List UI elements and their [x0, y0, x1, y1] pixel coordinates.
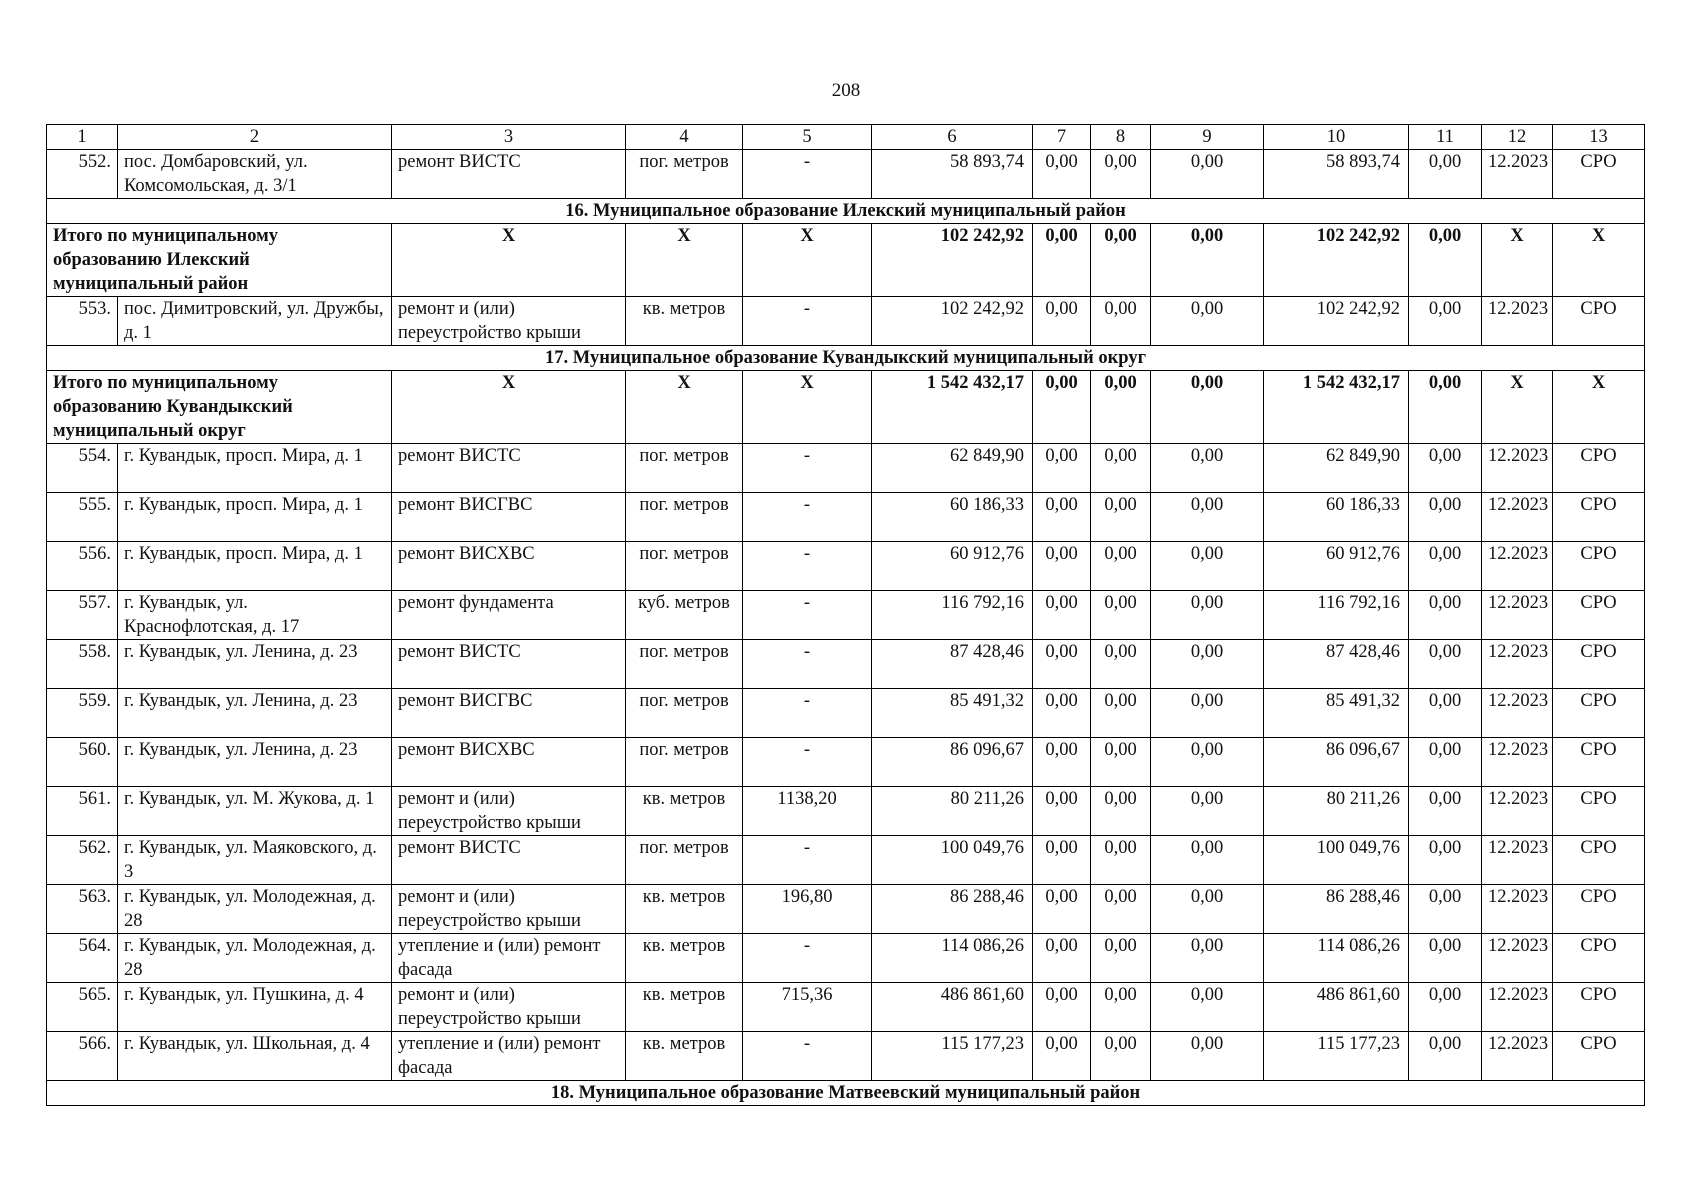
work-type-cell: утепление и (или) ремонт фасада — [392, 934, 626, 983]
row-number-cell: 553. — [47, 297, 118, 346]
quantity-cell: - — [743, 591, 872, 640]
fund-cell: 0,00 — [1091, 1032, 1151, 1081]
table-row — [47, 1032, 1645, 1081]
unit-cell: кв. метров — [626, 787, 743, 836]
deadline-cell: 12.2023 — [1482, 640, 1553, 689]
fund-cell: 0,00 — [1033, 983, 1091, 1032]
column-number: 6 — [872, 125, 1033, 150]
fund-cell: 0,00 — [1409, 542, 1482, 591]
fund-cell: 0,00 — [1151, 934, 1264, 983]
address-cell: г. Кувандык, ул. Ленина, д. 23 — [118, 640, 392, 689]
deadline-cell: 12.2023 — [1482, 689, 1553, 738]
quantity-cell: - — [743, 934, 872, 983]
fund-cell: 0,00 — [1033, 542, 1091, 591]
fund-cell: 0,00 — [1151, 689, 1264, 738]
owner-funds-cell: 486 861,60 — [1264, 983, 1409, 1032]
row-number-cell: 560. — [47, 738, 118, 787]
table-row — [47, 591, 1645, 640]
row-number-cell: 559. — [47, 689, 118, 738]
method-cell: СРО — [1553, 983, 1645, 1032]
fund-cell: 0,00 — [1033, 738, 1091, 787]
total-cost-cell: 60 186,33 — [872, 493, 1033, 542]
method-cell: СРО — [1553, 934, 1645, 983]
owner-funds-cell: 1 542 432,17 — [1264, 371, 1409, 444]
method-cell: СРО — [1553, 493, 1645, 542]
total-cost-cell: 80 211,26 — [872, 787, 1033, 836]
fund-cell: 0,00 — [1091, 371, 1151, 444]
fund-cell: 0,00 — [1033, 591, 1091, 640]
quantity-cell: - — [743, 150, 872, 199]
column-number-row — [47, 125, 1645, 150]
owner-funds-cell: 58 893,74 — [1264, 150, 1409, 199]
fund-cell: 0,00 — [1409, 885, 1482, 934]
work-type-cell: ремонт ВИСГВС — [392, 689, 626, 738]
table-row — [47, 983, 1645, 1032]
fund-cell: 0,00 — [1409, 738, 1482, 787]
fund-cell: 0,00 — [1091, 224, 1151, 297]
row-number-cell: 554. — [47, 444, 118, 493]
owner-funds-cell: 85 491,32 — [1264, 689, 1409, 738]
fund-cell: 0,00 — [1409, 934, 1482, 983]
work-type-cell: ремонт и (или) переустройство крыши — [392, 983, 626, 1032]
table-row — [47, 640, 1645, 689]
section-header-row — [47, 1081, 1645, 1106]
work-type-cell: ремонт ВИСТС — [392, 150, 626, 199]
column-number: 8 — [1091, 125, 1151, 150]
address-cell: г. Кувандык, просп. Мира, д. 1 — [118, 444, 392, 493]
fund-cell: 0,00 — [1151, 493, 1264, 542]
method-cell: СРО — [1553, 689, 1645, 738]
total-cost-cell: 486 861,60 — [872, 983, 1033, 1032]
total-cost-cell: 85 491,32 — [872, 689, 1033, 738]
owner-funds-cell: 60 912,76 — [1264, 542, 1409, 591]
address-cell: г. Кувандык, ул. Краснофлотская, д. 17 — [118, 591, 392, 640]
capital-repair-table — [46, 124, 1645, 1106]
total-cost-cell: 60 912,76 — [872, 542, 1033, 591]
fund-cell: 0,00 — [1091, 297, 1151, 346]
work-type-cell: ремонт ВИСХВС — [392, 738, 626, 787]
fund-cell: 0,00 — [1409, 297, 1482, 346]
fund-cell: 0,00 — [1091, 787, 1151, 836]
fund-cell: 0,00 — [1091, 493, 1151, 542]
table-row — [47, 297, 1645, 346]
quantity-cell: - — [743, 444, 872, 493]
fund-cell: 0,00 — [1151, 885, 1264, 934]
owner-funds-cell: 100 049,76 — [1264, 836, 1409, 885]
owner-funds-cell: 102 242,92 — [1264, 297, 1409, 346]
owner-funds-cell: 80 211,26 — [1264, 787, 1409, 836]
unit-cell: пог. метров — [626, 836, 743, 885]
total-cost-cell: 58 893,74 — [872, 150, 1033, 199]
address-cell: г. Кувандык, ул. М. Жукова, д. 1 — [118, 787, 392, 836]
fund-cell: 0,00 — [1409, 689, 1482, 738]
fund-cell: 0,00 — [1151, 836, 1264, 885]
owner-funds-cell: 102 242,92 — [1264, 224, 1409, 297]
fund-cell: 0,00 — [1033, 297, 1091, 346]
fund-cell: 0,00 — [1409, 493, 1482, 542]
table-row — [47, 836, 1645, 885]
row-number-cell: 555. — [47, 493, 118, 542]
fund-cell: 0,00 — [1151, 983, 1264, 1032]
owner-funds-cell: 86 288,46 — [1264, 885, 1409, 934]
unit-cell: пог. метров — [626, 444, 743, 493]
deadline-cell: 12.2023 — [1482, 983, 1553, 1032]
quantity-cell: 196,80 — [743, 885, 872, 934]
fund-cell: 0,00 — [1033, 689, 1091, 738]
owner-funds-cell: 60 186,33 — [1264, 493, 1409, 542]
unit-cell: кв. метров — [626, 983, 743, 1032]
fund-cell: 0,00 — [1151, 224, 1264, 297]
quantity-cell: - — [743, 1032, 872, 1081]
fund-cell: 0,00 — [1091, 738, 1151, 787]
fund-cell: 0,00 — [1151, 444, 1264, 493]
table-row — [47, 689, 1645, 738]
deadline-cell: 12.2023 — [1482, 542, 1553, 591]
fund-cell: 0,00 — [1033, 150, 1091, 199]
fund-cell: 0,00 — [1033, 444, 1091, 493]
section-title: 17. Муниципальное образование Кувандыкский муниципальный округ — [47, 346, 1645, 371]
owner-funds-cell: 62 849,90 — [1264, 444, 1409, 493]
table-row — [47, 444, 1645, 493]
deadline-cell: 12.2023 — [1482, 787, 1553, 836]
row-number-cell: 563. — [47, 885, 118, 934]
total-cost-cell: 86 288,46 — [872, 885, 1033, 934]
row-number-cell: 562. — [47, 836, 118, 885]
fund-cell: 0,00 — [1151, 150, 1264, 199]
fund-cell: 0,00 — [1091, 836, 1151, 885]
work-type-cell: ремонт ВИСТС — [392, 640, 626, 689]
row-number-cell: 564. — [47, 934, 118, 983]
total-cost-cell: 102 242,92 — [872, 224, 1033, 297]
fund-cell: 0,00 — [1409, 640, 1482, 689]
total-cost-cell: 100 049,76 — [872, 836, 1033, 885]
total-cost-cell: 86 096,67 — [872, 738, 1033, 787]
fund-cell: 0,00 — [1091, 591, 1151, 640]
fund-cell: 0,00 — [1091, 885, 1151, 934]
table-row — [47, 885, 1645, 934]
unit-cell: куб. метров — [626, 591, 743, 640]
address-cell: г. Кувандык, просп. Мира, д. 1 — [118, 493, 392, 542]
total-cost-cell: 102 242,92 — [872, 297, 1033, 346]
fund-cell: 0,00 — [1409, 983, 1482, 1032]
method-cell: СРО — [1553, 542, 1645, 591]
work-type-cell: ремонт и (или) переустройство крыши — [392, 297, 626, 346]
subtotal-label: Итого по муниципальному образованию Кувандыкский муниципальный округ — [47, 371, 392, 444]
total-cost-cell: 87 428,46 — [872, 640, 1033, 689]
table-row — [47, 787, 1645, 836]
deadline-cell: 12.2023 — [1482, 885, 1553, 934]
method-cell: СРО — [1553, 738, 1645, 787]
row-number-cell: 552. — [47, 150, 118, 199]
address-cell: пос. Домбаровский, ул. Комсомольская, д. 3/1 — [118, 150, 392, 199]
deadline-cell: 12.2023 — [1482, 1032, 1553, 1081]
deadline-cell: X — [1482, 224, 1553, 297]
work-type-cell: ремонт ВИСТС — [392, 836, 626, 885]
total-cost-cell: 1 542 432,17 — [872, 371, 1033, 444]
deadline-cell: 12.2023 — [1482, 591, 1553, 640]
row-number-cell: 557. — [47, 591, 118, 640]
unit-cell: кв. метров — [626, 934, 743, 983]
owner-funds-cell: 115 177,23 — [1264, 1032, 1409, 1081]
fund-cell: 0,00 — [1033, 224, 1091, 297]
column-number: 3 — [392, 125, 626, 150]
quantity-cell: - — [743, 836, 872, 885]
work-type-cell: X — [392, 224, 626, 297]
column-number: 10 — [1264, 125, 1409, 150]
quantity-cell: X — [743, 224, 872, 297]
method-cell: СРО — [1553, 836, 1645, 885]
method-cell: СРО — [1553, 1032, 1645, 1081]
address-cell: г. Кувандык, ул. Молодежная, д. 28 — [118, 885, 392, 934]
fund-cell: 0,00 — [1151, 1032, 1264, 1081]
method-cell: СРО — [1553, 150, 1645, 199]
quantity-cell: - — [743, 542, 872, 591]
fund-cell: 0,00 — [1409, 591, 1482, 640]
work-type-cell: ремонт ВИСТС — [392, 444, 626, 493]
deadline-cell: 12.2023 — [1482, 444, 1553, 493]
subtotal-row — [47, 224, 1645, 297]
column-number: 12 — [1482, 125, 1553, 150]
work-type-cell: утепление и (или) ремонт фасада — [392, 1032, 626, 1081]
column-number: 5 — [743, 125, 872, 150]
total-cost-cell: 116 792,16 — [872, 591, 1033, 640]
deadline-cell: 12.2023 — [1482, 297, 1553, 346]
address-cell: г. Кувандык, ул. Маяковского, д. 3 — [118, 836, 392, 885]
address-cell: г. Кувандык, ул. Пушкина, д. 4 — [118, 983, 392, 1032]
table-row — [47, 934, 1645, 983]
subtotal-row — [47, 371, 1645, 444]
column-number: 4 — [626, 125, 743, 150]
work-type-cell: ремонт фундамента — [392, 591, 626, 640]
address-cell: г. Кувандык, ул. Школьная, д. 4 — [118, 1032, 392, 1081]
unit-cell: пог. метров — [626, 640, 743, 689]
address-cell: пос. Димитровский, ул. Дружбы, д. 1 — [118, 297, 392, 346]
owner-funds-cell: 86 096,67 — [1264, 738, 1409, 787]
fund-cell: 0,00 — [1033, 640, 1091, 689]
section-header-row — [47, 346, 1645, 371]
work-type-cell: ремонт и (или) переустройство крыши — [392, 885, 626, 934]
fund-cell: 0,00 — [1409, 787, 1482, 836]
method-cell: СРО — [1553, 885, 1645, 934]
fund-cell: 0,00 — [1151, 542, 1264, 591]
work-type-cell: X — [392, 371, 626, 444]
fund-cell: 0,00 — [1151, 371, 1264, 444]
page-number: 208 — [831, 80, 861, 101]
owner-funds-cell: 116 792,16 — [1264, 591, 1409, 640]
quantity-cell: - — [743, 640, 872, 689]
unit-cell: X — [626, 224, 743, 297]
subtotal-label: Итого по муниципальному образованию Илекский муниципальный район — [47, 224, 392, 297]
quantity-cell: - — [743, 689, 872, 738]
fund-cell: 0,00 — [1033, 493, 1091, 542]
fund-cell: 0,00 — [1409, 444, 1482, 493]
table-body — [47, 125, 1645, 1106]
address-cell: г. Кувандык, ул. Ленина, д. 23 — [118, 738, 392, 787]
fund-cell: 0,00 — [1409, 371, 1482, 444]
column-number: 9 — [1151, 125, 1264, 150]
address-cell: г. Кувандык, просп. Мира, д. 1 — [118, 542, 392, 591]
unit-cell: кв. метров — [626, 885, 743, 934]
row-number-cell: 561. — [47, 787, 118, 836]
quantity-cell: - — [743, 297, 872, 346]
total-cost-cell: 114 086,26 — [872, 934, 1033, 983]
work-type-cell: ремонт ВИСХВС — [392, 542, 626, 591]
method-cell: СРО — [1553, 444, 1645, 493]
fund-cell: 0,00 — [1151, 591, 1264, 640]
fund-cell: 0,00 — [1409, 224, 1482, 297]
fund-cell: 0,00 — [1091, 150, 1151, 199]
column-number: 2 — [118, 125, 392, 150]
quantity-cell: X — [743, 371, 872, 444]
owner-funds-cell: 114 086,26 — [1264, 934, 1409, 983]
section-title: 18. Муниципальное образование Матвеевский муниципальный район — [47, 1081, 1645, 1106]
total-cost-cell: 115 177,23 — [872, 1032, 1033, 1081]
unit-cell: пог. метров — [626, 150, 743, 199]
fund-cell: 0,00 — [1033, 787, 1091, 836]
deadline-cell: 12.2023 — [1482, 738, 1553, 787]
fund-cell: 0,00 — [1033, 934, 1091, 983]
row-number-cell: 558. — [47, 640, 118, 689]
table-row — [47, 542, 1645, 591]
address-cell: г. Кувандык, ул. Ленина, д. 23 — [118, 689, 392, 738]
fund-cell: 0,00 — [1151, 297, 1264, 346]
fund-cell: 0,00 — [1151, 787, 1264, 836]
fund-cell: 0,00 — [1091, 542, 1151, 591]
fund-cell: 0,00 — [1409, 836, 1482, 885]
fund-cell: 0,00 — [1091, 444, 1151, 493]
method-cell: СРО — [1553, 591, 1645, 640]
deadline-cell: 12.2023 — [1482, 150, 1553, 199]
unit-cell: пог. метров — [626, 738, 743, 787]
fund-cell: 0,00 — [1409, 1032, 1482, 1081]
method-cell: СРО — [1553, 787, 1645, 836]
fund-cell: 0,00 — [1091, 934, 1151, 983]
unit-cell: пог. метров — [626, 493, 743, 542]
fund-cell: 0,00 — [1091, 689, 1151, 738]
fund-cell: 0,00 — [1409, 150, 1482, 199]
work-type-cell: ремонт ВИСГВС — [392, 493, 626, 542]
quantity-cell: 1138,20 — [743, 787, 872, 836]
method-cell: X — [1553, 371, 1645, 444]
section-header-row — [47, 199, 1645, 224]
table-row — [47, 738, 1645, 787]
method-cell: X — [1553, 224, 1645, 297]
column-number: 7 — [1033, 125, 1091, 150]
fund-cell: 0,00 — [1033, 371, 1091, 444]
quantity-cell: - — [743, 738, 872, 787]
unit-cell: пог. метров — [626, 689, 743, 738]
fund-cell: 0,00 — [1151, 738, 1264, 787]
table-row — [47, 150, 1645, 199]
quantity-cell: - — [743, 493, 872, 542]
column-number: 1 — [47, 125, 118, 150]
unit-cell: кв. метров — [626, 1032, 743, 1081]
section-title: 16. Муниципальное образование Илекский муниципальный район — [47, 199, 1645, 224]
method-cell: СРО — [1553, 640, 1645, 689]
unit-cell: пог. метров — [626, 542, 743, 591]
fund-cell: 0,00 — [1091, 640, 1151, 689]
method-cell: СРО — [1553, 297, 1645, 346]
fund-cell: 0,00 — [1033, 885, 1091, 934]
quantity-cell: 715,36 — [743, 983, 872, 1032]
deadline-cell: 12.2023 — [1482, 934, 1553, 983]
row-number-cell: 556. — [47, 542, 118, 591]
deadline-cell: X — [1482, 371, 1553, 444]
fund-cell: 0,00 — [1151, 640, 1264, 689]
fund-cell: 0,00 — [1033, 1032, 1091, 1081]
deadline-cell: 12.2023 — [1482, 836, 1553, 885]
address-cell: г. Кувандык, ул. Молодежная, д. 28 — [118, 934, 392, 983]
row-number-cell: 566. — [47, 1032, 118, 1081]
owner-funds-cell: 87 428,46 — [1264, 640, 1409, 689]
total-cost-cell: 62 849,90 — [872, 444, 1033, 493]
unit-cell: кв. метров — [626, 297, 743, 346]
work-type-cell: ремонт и (или) переустройство крыши — [392, 787, 626, 836]
table-row — [47, 493, 1645, 542]
column-number: 11 — [1409, 125, 1482, 150]
fund-cell: 0,00 — [1033, 836, 1091, 885]
fund-cell: 0,00 — [1091, 983, 1151, 1032]
unit-cell: X — [626, 371, 743, 444]
deadline-cell: 12.2023 — [1482, 493, 1553, 542]
row-number-cell: 565. — [47, 983, 118, 1032]
column-number: 13 — [1553, 125, 1645, 150]
